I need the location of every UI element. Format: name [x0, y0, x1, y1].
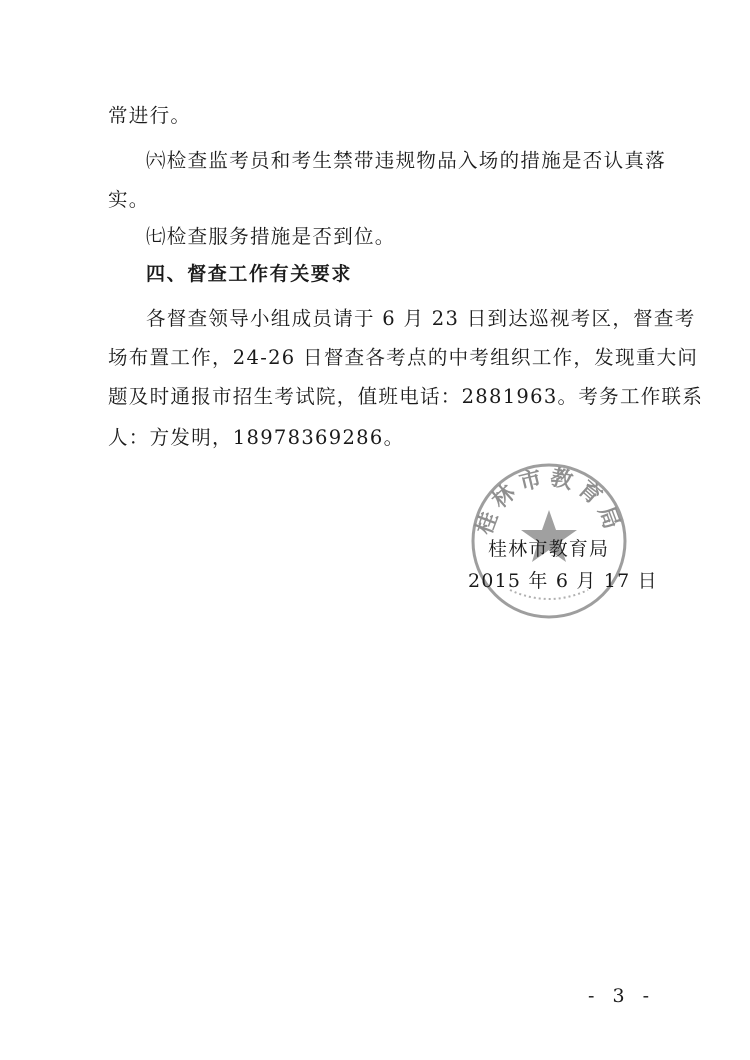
- item-6-line-2: 实。: [108, 188, 150, 211]
- page-number: - 3 -: [588, 985, 656, 1007]
- section-4-body-line-1: 各督查领导小组成员请于 6 月 23 日到达巡视考区，督查考: [146, 307, 696, 330]
- continuation-line: 常进行。: [108, 104, 192, 127]
- item-7-line: ㈦检查服务措施是否到位。: [146, 225, 396, 248]
- signature-organization: 桂林市教育局: [488, 538, 610, 560]
- section-4-body-line-3: 题及时通报市招生考试院，值班电话：2881963。考务工作联系: [108, 385, 704, 408]
- seal-arc-text: 桂林市教育局: [471, 464, 627, 539]
- item-6-line-1: ㈥检查监考员和考生禁带违规物品入场的措施是否认真落: [146, 149, 667, 172]
- section-4-body-line-4: 人：方发明，18978369286。: [108, 426, 405, 449]
- signature-date: 2015 年 6 月 17 日: [468, 570, 658, 592]
- section-4-heading: 四、督查工作有关要求: [146, 263, 353, 285]
- section-4-body-line-2: 场布置工作，24-26 日督查各考点的中考组织工作，发现重大问: [108, 346, 699, 369]
